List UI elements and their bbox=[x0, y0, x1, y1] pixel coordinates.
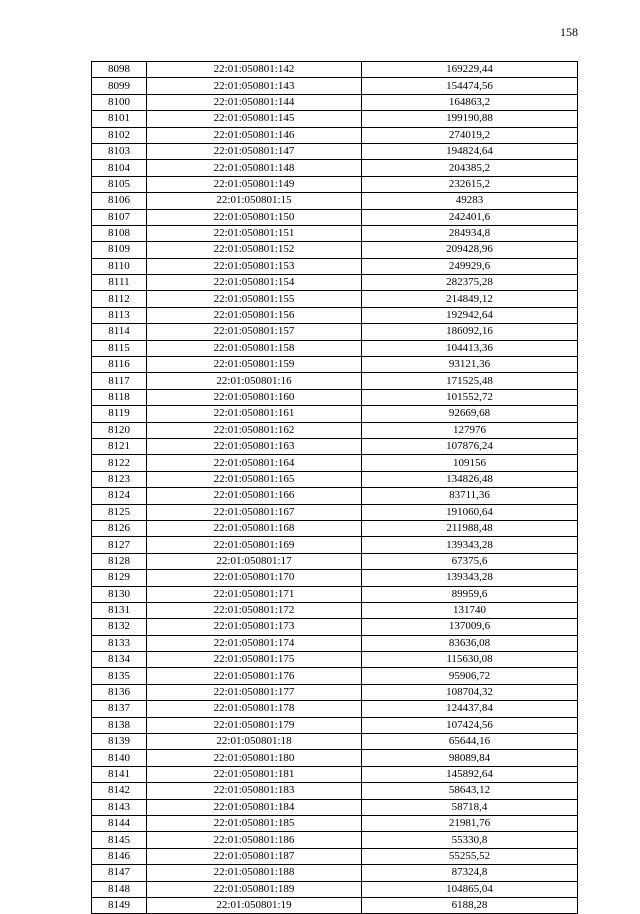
cadastral-number-cell: 22:01:050801:16 bbox=[147, 373, 362, 389]
table-row bbox=[92, 488, 578, 504]
table-row bbox=[92, 897, 578, 913]
cadastral-number-cell: 22:01:050801:169 bbox=[147, 537, 362, 553]
table-row bbox=[92, 324, 578, 340]
cadastral-value-cell: 115630,08 bbox=[362, 652, 578, 668]
cadastral-value-cell: 164863,2 bbox=[362, 94, 578, 110]
cadastral-number-cell: 22:01:050801:164 bbox=[147, 455, 362, 471]
cadastral-number-cell: 22:01:050801:147 bbox=[147, 143, 362, 159]
row-number-cell: 8127 bbox=[92, 537, 147, 553]
cadastral-value-cell: 107876,24 bbox=[362, 438, 578, 454]
cadastral-number-cell: 22:01:050801:159 bbox=[147, 357, 362, 373]
cadastral-number-cell: 22:01:050801:155 bbox=[147, 291, 362, 307]
row-number-cell: 8107 bbox=[92, 209, 147, 225]
cadastral-value-cell: 139343,28 bbox=[362, 537, 578, 553]
table-row bbox=[92, 504, 578, 520]
cadastral-number-cell: 22:01:050801:178 bbox=[147, 701, 362, 717]
row-number-cell: 8106 bbox=[92, 193, 147, 209]
table-row bbox=[92, 78, 578, 94]
cadastral-value-cell: 131740 bbox=[362, 602, 578, 618]
cadastral-number-cell: 22:01:050801:181 bbox=[147, 766, 362, 782]
table-row bbox=[92, 340, 578, 356]
row-number-cell: 8115 bbox=[92, 340, 147, 356]
table-row bbox=[92, 258, 578, 274]
table-row bbox=[92, 832, 578, 848]
row-number-cell: 8137 bbox=[92, 701, 147, 717]
table-row bbox=[92, 455, 578, 471]
row-number-cell: 8125 bbox=[92, 504, 147, 520]
table-row bbox=[92, 373, 578, 389]
table-row bbox=[92, 193, 578, 209]
cadastral-number-cell: 22:01:050801:150 bbox=[147, 209, 362, 225]
cadastral-value-cell: 145892,64 bbox=[362, 766, 578, 782]
row-number-cell: 8144 bbox=[92, 815, 147, 831]
cadastral-value-cell: 95906,72 bbox=[362, 668, 578, 684]
table-row bbox=[92, 471, 578, 487]
table-row bbox=[92, 799, 578, 815]
table-row bbox=[92, 586, 578, 602]
row-number-cell: 8109 bbox=[92, 242, 147, 258]
cadastral-value-cell: 134826,48 bbox=[362, 471, 578, 487]
cadastral-number-cell: 22:01:050801:160 bbox=[147, 389, 362, 405]
cadastral-value-cell: 232615,2 bbox=[362, 176, 578, 192]
cadastral-number-cell: 22:01:050801:157 bbox=[147, 324, 362, 340]
row-number-cell: 8098 bbox=[92, 62, 147, 78]
cadastral-number-cell: 22:01:050801:184 bbox=[147, 799, 362, 815]
cadastral-number-cell: 22:01:050801:145 bbox=[147, 111, 362, 127]
table-row bbox=[92, 209, 578, 225]
cadastral-number-cell: 22:01:050801:183 bbox=[147, 783, 362, 799]
table-row bbox=[92, 176, 578, 192]
cadastral-number-cell: 22:01:050801:153 bbox=[147, 258, 362, 274]
cadastral-number-cell: 22:01:050801:176 bbox=[147, 668, 362, 684]
table-row bbox=[92, 307, 578, 323]
cadastral-number-cell: 22:01:050801:162 bbox=[147, 422, 362, 438]
cadastral-value-cell: 108704,32 bbox=[362, 684, 578, 700]
cadastral-value-cell: 154474,56 bbox=[362, 78, 578, 94]
row-number-cell: 8099 bbox=[92, 78, 147, 94]
cadastral-value-cell: 214849,12 bbox=[362, 291, 578, 307]
row-number-cell: 8141 bbox=[92, 766, 147, 782]
row-number-cell: 8110 bbox=[92, 258, 147, 274]
cadastral-value-cell: 101552,72 bbox=[362, 389, 578, 405]
cadastral-value-cell: 65644,16 bbox=[362, 734, 578, 750]
row-number-cell: 8142 bbox=[92, 783, 147, 799]
table-row bbox=[92, 406, 578, 422]
row-number-cell: 8147 bbox=[92, 865, 147, 881]
row-number-cell: 8114 bbox=[92, 324, 147, 340]
row-number-cell: 8105 bbox=[92, 176, 147, 192]
cadastral-value-cell: 6188,28 bbox=[362, 897, 578, 913]
row-number-cell: 8134 bbox=[92, 652, 147, 668]
row-number-cell: 8138 bbox=[92, 717, 147, 733]
cadastral-number-cell: 22:01:050801:179 bbox=[147, 717, 362, 733]
table-row bbox=[92, 62, 578, 78]
table-row bbox=[92, 520, 578, 536]
row-number-cell: 8140 bbox=[92, 750, 147, 766]
table-row bbox=[92, 553, 578, 569]
table-row bbox=[92, 389, 578, 405]
cadastral-value-cell: 284934,8 bbox=[362, 225, 578, 241]
cadastral-number-cell: 22:01:050801:171 bbox=[147, 586, 362, 602]
cadastral-value-cell: 274019,2 bbox=[362, 127, 578, 143]
row-number-cell: 8124 bbox=[92, 488, 147, 504]
table-row bbox=[92, 143, 578, 159]
table-body bbox=[92, 62, 578, 914]
row-number-cell: 8119 bbox=[92, 406, 147, 422]
cadastral-number-cell: 22:01:050801:165 bbox=[147, 471, 362, 487]
row-number-cell: 8139 bbox=[92, 734, 147, 750]
row-number-cell: 8135 bbox=[92, 668, 147, 684]
row-number-cell: 8122 bbox=[92, 455, 147, 471]
row-number-cell: 8108 bbox=[92, 225, 147, 241]
cadastral-number-cell: 22:01:050801:163 bbox=[147, 438, 362, 454]
table-row bbox=[92, 127, 578, 143]
cadastral-value-cell: 171525,48 bbox=[362, 373, 578, 389]
cadastral-value-table bbox=[91, 61, 578, 914]
cadastral-value-cell: 127976 bbox=[362, 422, 578, 438]
row-number-cell: 8116 bbox=[92, 357, 147, 373]
cadastral-number-cell: 22:01:050801:188 bbox=[147, 865, 362, 881]
cadastral-number-cell: 22:01:050801:173 bbox=[147, 619, 362, 635]
cadastral-number-cell: 22:01:050801:146 bbox=[147, 127, 362, 143]
table-row bbox=[92, 438, 578, 454]
table-row bbox=[92, 881, 578, 897]
cadastral-value-cell: 249929,6 bbox=[362, 258, 578, 274]
cadastral-value-cell: 104413,36 bbox=[362, 340, 578, 356]
row-number-cell: 8102 bbox=[92, 127, 147, 143]
cadastral-value-cell: 191060,64 bbox=[362, 504, 578, 520]
table-row bbox=[92, 422, 578, 438]
row-number-cell: 8113 bbox=[92, 307, 147, 323]
row-number-cell: 8121 bbox=[92, 438, 147, 454]
cadastral-value-cell: 21981,76 bbox=[362, 815, 578, 831]
row-number-cell: 8103 bbox=[92, 143, 147, 159]
row-number-cell: 8101 bbox=[92, 111, 147, 127]
table-row bbox=[92, 242, 578, 258]
cadastral-number-cell: 22:01:050801:15 bbox=[147, 193, 362, 209]
table-row bbox=[92, 668, 578, 684]
cadastral-value-cell: 89959,6 bbox=[362, 586, 578, 602]
cadastral-number-cell: 22:01:050801:19 bbox=[147, 897, 362, 913]
cadastral-value-cell: 192942,64 bbox=[362, 307, 578, 323]
table-row bbox=[92, 734, 578, 750]
table-row bbox=[92, 225, 578, 241]
cadastral-value-cell: 194824,64 bbox=[362, 143, 578, 159]
row-number-cell: 8104 bbox=[92, 160, 147, 176]
cadastral-value-cell: 109156 bbox=[362, 455, 578, 471]
row-number-cell: 8133 bbox=[92, 635, 147, 651]
table-row bbox=[92, 865, 578, 881]
cadastral-number-cell: 22:01:050801:170 bbox=[147, 570, 362, 586]
cadastral-number-cell: 22:01:050801:189 bbox=[147, 881, 362, 897]
row-number-cell: 8111 bbox=[92, 275, 147, 291]
cadastral-value-cell: 67375,6 bbox=[362, 553, 578, 569]
cadastral-number-cell: 22:01:050801:156 bbox=[147, 307, 362, 323]
table-row bbox=[92, 94, 578, 110]
cadastral-number-cell: 22:01:050801:148 bbox=[147, 160, 362, 176]
table-row bbox=[92, 766, 578, 782]
row-number-cell: 8136 bbox=[92, 684, 147, 700]
page-number: 158 bbox=[560, 25, 578, 39]
table-row bbox=[92, 684, 578, 700]
cadastral-value-cell: 204385,2 bbox=[362, 160, 578, 176]
row-number-cell: 8131 bbox=[92, 602, 147, 618]
row-number-cell: 8146 bbox=[92, 848, 147, 864]
row-number-cell: 8120 bbox=[92, 422, 147, 438]
cadastral-number-cell: 22:01:050801:151 bbox=[147, 225, 362, 241]
cadastral-value-cell: 209428,96 bbox=[362, 242, 578, 258]
cadastral-number-cell: 22:01:050801:17 bbox=[147, 553, 362, 569]
row-number-cell: 8117 bbox=[92, 373, 147, 389]
row-number-cell: 8148 bbox=[92, 881, 147, 897]
cadastral-value-cell: 139343,28 bbox=[362, 570, 578, 586]
cadastral-number-cell: 22:01:050801:18 bbox=[147, 734, 362, 750]
row-number-cell: 8143 bbox=[92, 799, 147, 815]
table-row bbox=[92, 291, 578, 307]
table-row bbox=[92, 750, 578, 766]
row-number-cell: 8149 bbox=[92, 897, 147, 913]
table-row bbox=[92, 537, 578, 553]
cadastral-value-cell: 98089,84 bbox=[362, 750, 578, 766]
row-number-cell: 8145 bbox=[92, 832, 147, 848]
cadastral-number-cell: 22:01:050801:175 bbox=[147, 652, 362, 668]
cadastral-number-cell: 22:01:050801:186 bbox=[147, 832, 362, 848]
table-row bbox=[92, 717, 578, 733]
table-row bbox=[92, 652, 578, 668]
cadastral-number-cell: 22:01:050801:154 bbox=[147, 275, 362, 291]
cadastral-value-cell: 92669,68 bbox=[362, 406, 578, 422]
table-row bbox=[92, 570, 578, 586]
cadastral-value-cell: 169229,44 bbox=[362, 62, 578, 78]
table-row bbox=[92, 602, 578, 618]
cadastral-value-cell: 87324,8 bbox=[362, 865, 578, 881]
row-number-cell: 8132 bbox=[92, 619, 147, 635]
cadastral-number-cell: 22:01:050801:152 bbox=[147, 242, 362, 258]
row-number-cell: 8112 bbox=[92, 291, 147, 307]
cadastral-number-cell: 22:01:050801:143 bbox=[147, 78, 362, 94]
cadastral-value-cell: 83636,08 bbox=[362, 635, 578, 651]
cadastral-value-cell: 58643,12 bbox=[362, 783, 578, 799]
cadastral-number-cell: 22:01:050801:144 bbox=[147, 94, 362, 110]
cadastral-value-cell: 104865,04 bbox=[362, 881, 578, 897]
cadastral-number-cell: 22:01:050801:158 bbox=[147, 340, 362, 356]
cadastral-number-cell: 22:01:050801:172 bbox=[147, 602, 362, 618]
cadastral-number-cell: 22:01:050801:168 bbox=[147, 520, 362, 536]
cadastral-value-cell: 137009,6 bbox=[362, 619, 578, 635]
cadastral-value-cell: 242401,6 bbox=[362, 209, 578, 225]
row-number-cell: 8123 bbox=[92, 471, 147, 487]
cadastral-value-cell: 107424,56 bbox=[362, 717, 578, 733]
cadastral-value-cell: 124437,84 bbox=[362, 701, 578, 717]
row-number-cell: 8129 bbox=[92, 570, 147, 586]
cadastral-number-cell: 22:01:050801:161 bbox=[147, 406, 362, 422]
table-row bbox=[92, 815, 578, 831]
cadastral-value-cell: 83711,36 bbox=[362, 488, 578, 504]
cadastral-value-cell: 93121,36 bbox=[362, 357, 578, 373]
table-row bbox=[92, 357, 578, 373]
cadastral-number-cell: 22:01:050801:166 bbox=[147, 488, 362, 504]
cadastral-number-cell: 22:01:050801:185 bbox=[147, 815, 362, 831]
cadastral-value-cell: 49283 bbox=[362, 193, 578, 209]
row-number-cell: 8100 bbox=[92, 94, 147, 110]
cadastral-value-cell: 282375,28 bbox=[362, 275, 578, 291]
row-number-cell: 8130 bbox=[92, 586, 147, 602]
table-row bbox=[92, 635, 578, 651]
cadastral-number-cell: 22:01:050801:142 bbox=[147, 62, 362, 78]
table-row bbox=[92, 275, 578, 291]
row-number-cell: 8128 bbox=[92, 553, 147, 569]
cadastral-value-cell: 186092,16 bbox=[362, 324, 578, 340]
cadastral-number-cell: 22:01:050801:167 bbox=[147, 504, 362, 520]
cadastral-number-cell: 22:01:050801:187 bbox=[147, 848, 362, 864]
table-row bbox=[92, 160, 578, 176]
cadastral-number-cell: 22:01:050801:149 bbox=[147, 176, 362, 192]
cadastral-value-cell: 199190,88 bbox=[362, 111, 578, 127]
cadastral-value-cell: 55330,8 bbox=[362, 832, 578, 848]
table-row bbox=[92, 783, 578, 799]
cadastral-value-cell: 211988,48 bbox=[362, 520, 578, 536]
cadastral-value-cell: 58718,4 bbox=[362, 799, 578, 815]
row-number-cell: 8118 bbox=[92, 389, 147, 405]
cadastral-number-cell: 22:01:050801:174 bbox=[147, 635, 362, 651]
cadastral-number-cell: 22:01:050801:177 bbox=[147, 684, 362, 700]
cadastral-value-cell: 55255,52 bbox=[362, 848, 578, 864]
cadastral-number-cell: 22:01:050801:180 bbox=[147, 750, 362, 766]
table-row bbox=[92, 701, 578, 717]
row-number-cell: 8126 bbox=[92, 520, 147, 536]
table-row bbox=[92, 848, 578, 864]
table-row bbox=[92, 111, 578, 127]
table-row bbox=[92, 619, 578, 635]
